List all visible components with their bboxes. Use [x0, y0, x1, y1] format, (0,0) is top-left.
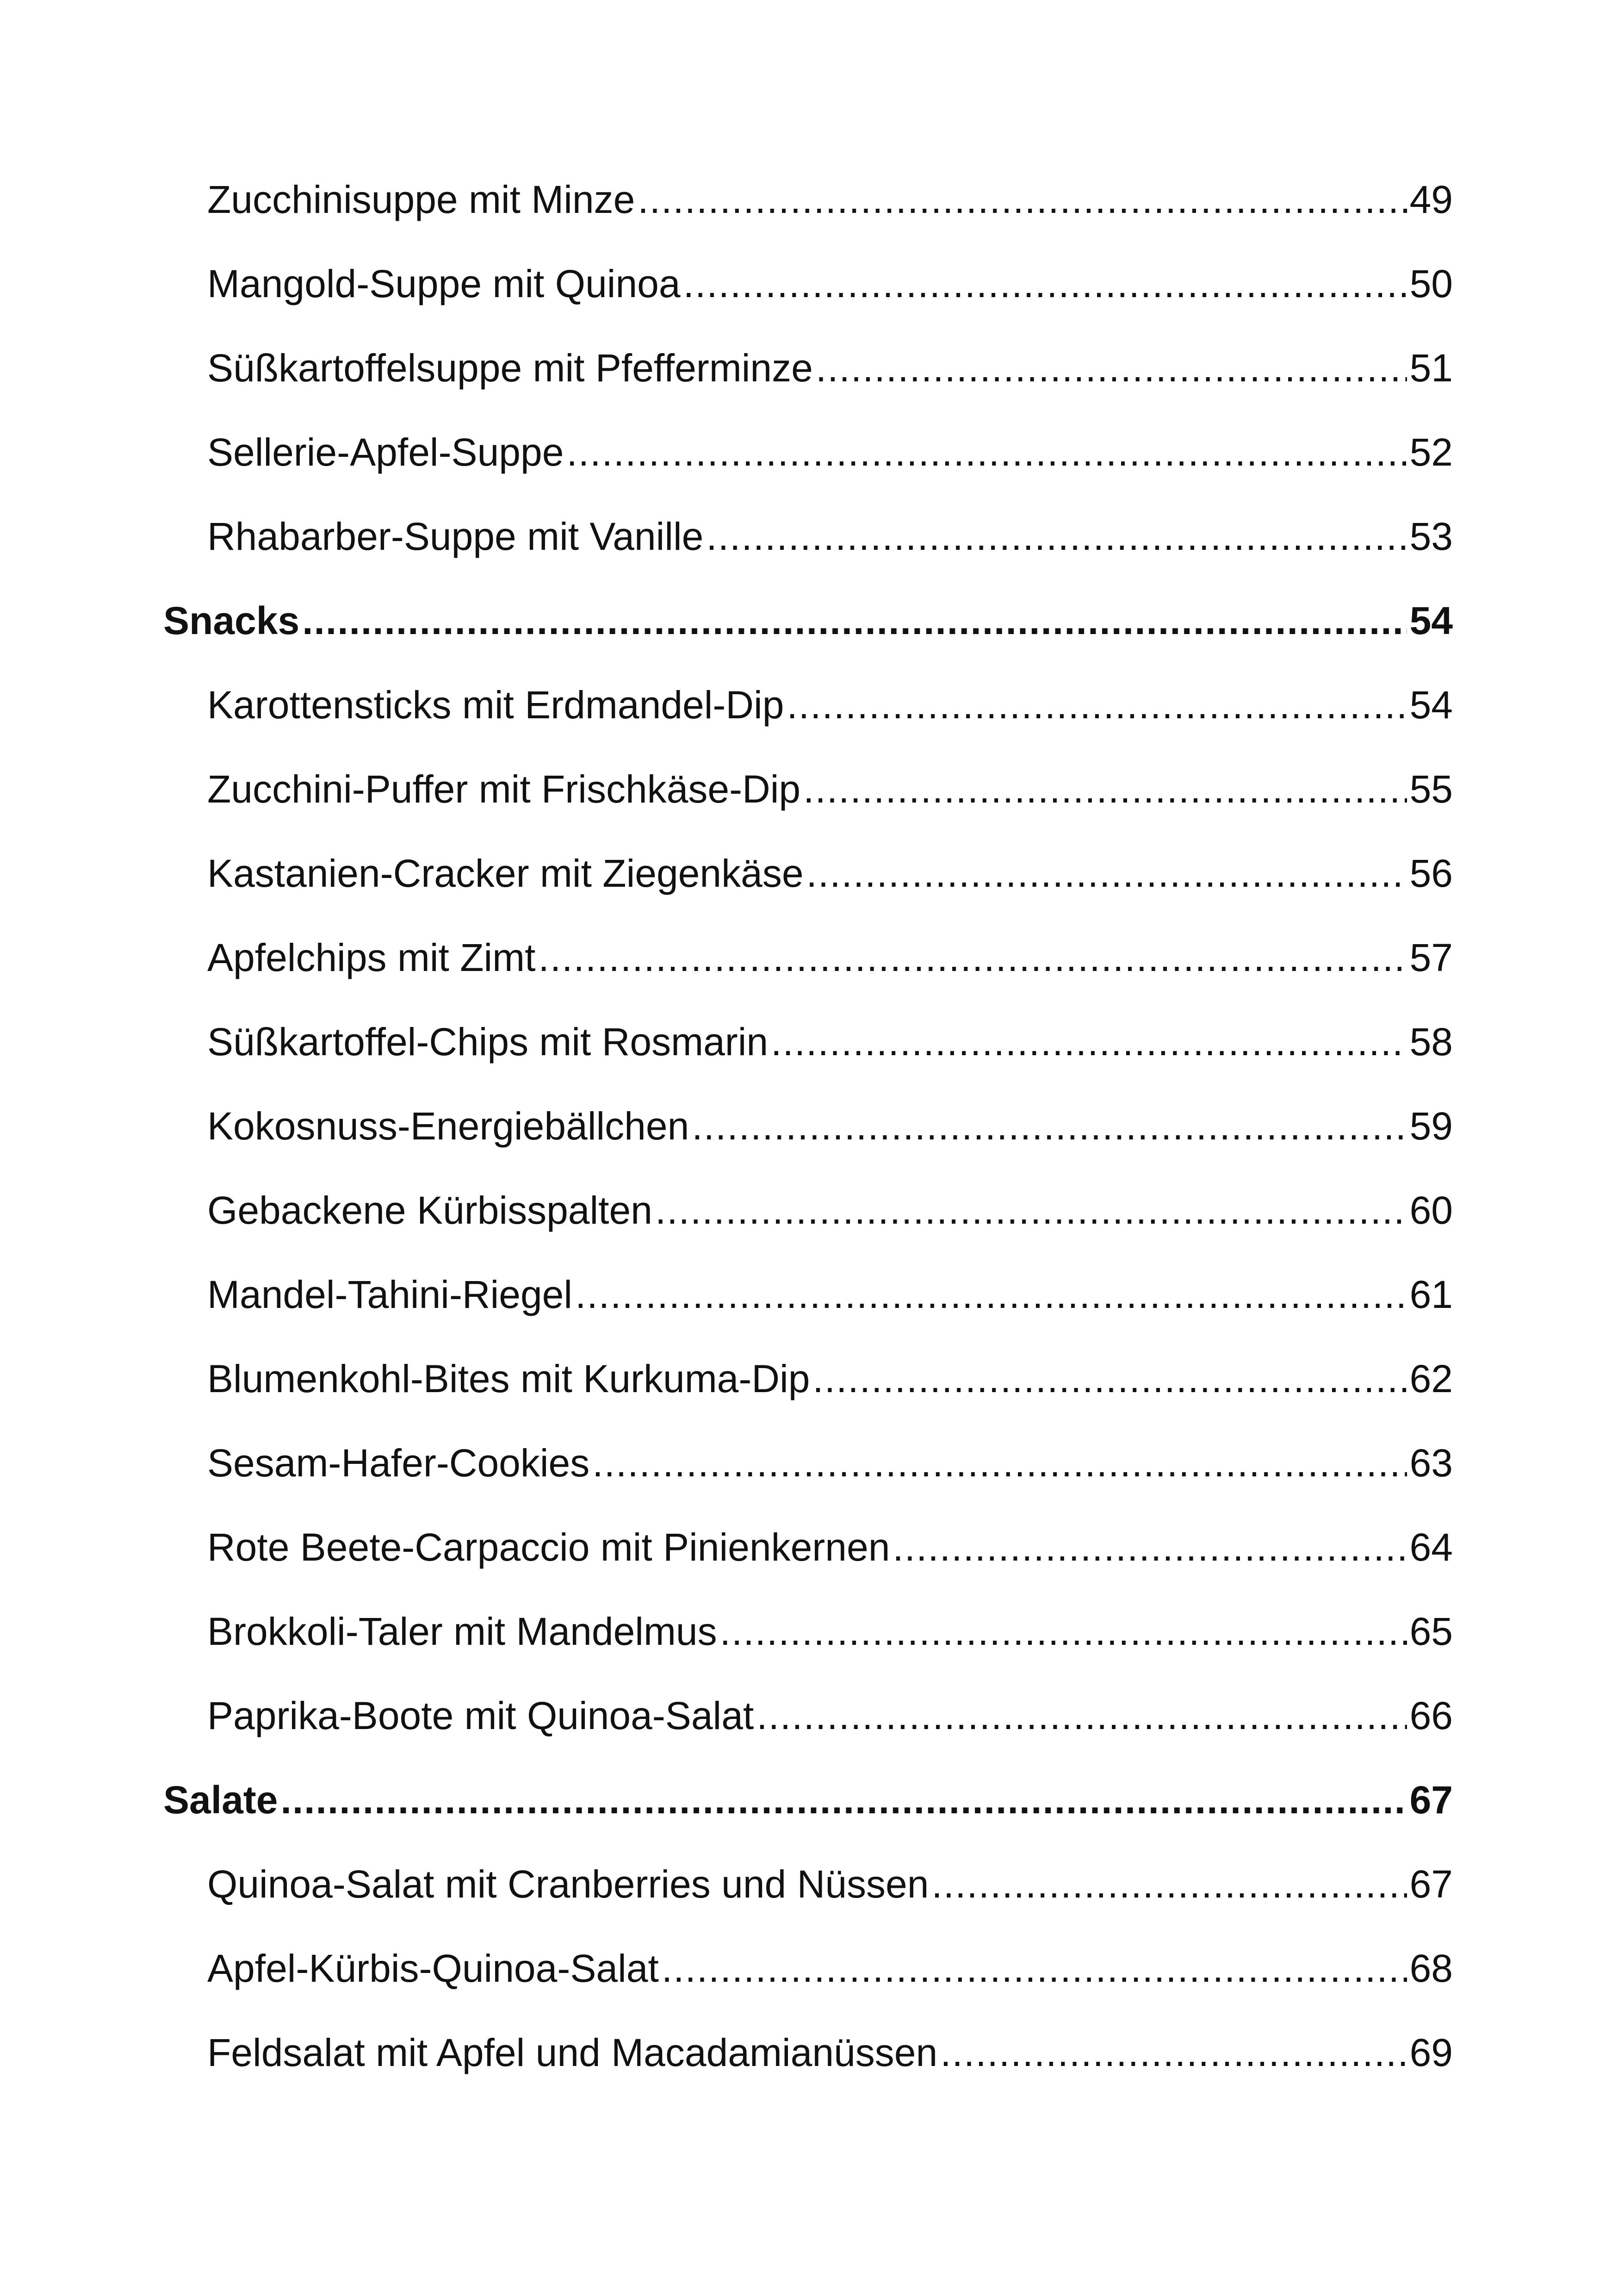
dot-leader: [655, 1168, 1407, 1252]
toc-entry-page: 61: [1409, 1273, 1453, 1316]
dot-leader: [638, 157, 1407, 242]
toc-entry[interactable]: [163, 1084, 1453, 1168]
dot-leader: [281, 1758, 1407, 1842]
toc-entry-page: 54: [1409, 683, 1453, 727]
toc-entry-title: Rhabarber-Suppe mit Vanille: [207, 515, 704, 558]
toc-entry[interactable]: [163, 831, 1453, 915]
toc-entry-page: 51: [1409, 346, 1453, 390]
toc-entry-page: 69: [1409, 2031, 1453, 2074]
toc-entry[interactable]: [163, 326, 1453, 410]
dot-leader: [771, 1000, 1407, 1084]
toc-entry-title: Blumenkohl-Bites mit Kurkuma-Dip: [207, 1357, 810, 1400]
toc-entry-page: 66: [1409, 1694, 1453, 1737]
toc-entry-page: 65: [1409, 1610, 1453, 1653]
toc-entry-title: Sesam-Hafer-Cookies: [207, 1441, 590, 1485]
dot-leader: [803, 747, 1407, 831]
dot-leader: [706, 494, 1407, 579]
toc-entry-page: 64: [1409, 1525, 1453, 1569]
toc-entry-title: Quinoa-Salat mit Cranberries und Nüssen: [207, 1862, 929, 1906]
dot-leader: [683, 242, 1407, 326]
toc-entry-page: 50: [1409, 262, 1453, 305]
toc-entry-page: 63: [1409, 1441, 1453, 1485]
toc-entry-page: 68: [1409, 1947, 1453, 1990]
toc-entry[interactable]: [163, 663, 1453, 747]
dot-leader: [692, 1084, 1407, 1168]
dot-leader: [816, 326, 1407, 410]
toc-entry[interactable]: [163, 1337, 1453, 1421]
toc-entry-title: Apfel-Kürbis-Quinoa-Salat: [207, 1947, 659, 1990]
toc-entry-title: Kastanien-Cracker mit Ziegenkäse: [207, 852, 804, 895]
toc-section-page: 54: [1409, 599, 1453, 642]
toc-section-title: Salate: [163, 1778, 278, 1822]
toc-entry-title: Gebackene Kürbisspalten: [207, 1188, 652, 1232]
toc-entry[interactable]: [163, 2010, 1453, 2095]
toc-entry-page: 53: [1409, 515, 1453, 558]
table-of-contents: [163, 157, 1453, 2095]
dot-leader: [812, 1337, 1407, 1421]
toc-section-page: 67: [1409, 1778, 1453, 1822]
toc-entry-title: Zucchini-Puffer mit Frischkäse-Dip: [207, 767, 801, 811]
toc-entry-title: Paprika-Boote mit Quinoa-Salat: [207, 1694, 754, 1737]
toc-entry-page: 62: [1409, 1357, 1453, 1400]
toc-section-heading[interactable]: [163, 1758, 1453, 1842]
toc-entry-title: Süßkartoffel-Chips mit Rosmarin: [207, 1020, 769, 1064]
toc-entry-title: Mandel-Tahini-Riegel: [207, 1273, 573, 1316]
dot-leader: [575, 1252, 1407, 1337]
toc-entry-title: Feldsalat mit Apfel und Macadamianüssen: [207, 2031, 938, 2074]
toc-entry[interactable]: [163, 1674, 1453, 1758]
toc-entry-page: 52: [1409, 430, 1453, 474]
toc-entry-page: 59: [1409, 1104, 1453, 1148]
dot-leader: [756, 1674, 1407, 1758]
dot-leader: [787, 663, 1407, 747]
toc-entry-title: Brokkoli-Taler mit Mandelmus: [207, 1610, 717, 1653]
dot-leader: [302, 579, 1407, 663]
dot-leader: [806, 831, 1407, 915]
toc-entry-title: Rote Beete-Carpaccio mit Pinienkernen: [207, 1525, 890, 1569]
toc-entry[interactable]: [163, 494, 1453, 579]
toc-entry[interactable]: [163, 1842, 1453, 1926]
toc-entry-page: 67: [1409, 1862, 1453, 1906]
toc-entry[interactable]: [163, 1926, 1453, 2010]
toc-entry[interactable]: [163, 747, 1453, 831]
dot-leader: [720, 1589, 1407, 1674]
dot-leader: [940, 2010, 1407, 2095]
toc-section-title: Snacks: [163, 599, 300, 642]
dot-leader: [931, 1842, 1407, 1926]
toc-entry-title: Mangold-Suppe mit Quinoa: [207, 262, 681, 305]
dot-leader: [539, 915, 1407, 1000]
dot-leader: [592, 1421, 1407, 1505]
toc-entry[interactable]: [163, 1589, 1453, 1674]
toc-entry-title: Kokosnuss-Energiebällchen: [207, 1104, 689, 1148]
toc-entry-page: 55: [1409, 767, 1453, 811]
toc-entry[interactable]: [163, 410, 1453, 494]
toc-entry-page: 58: [1409, 1020, 1453, 1064]
toc-entry-title: Karottensticks mit Erdmandel-Dip: [207, 683, 784, 727]
toc-entry[interactable]: [163, 157, 1453, 242]
toc-entry[interactable]: [163, 1168, 1453, 1252]
dot-leader: [662, 1926, 1407, 2010]
toc-entry-title: Süßkartoffelsuppe mit Pfefferminze: [207, 346, 813, 390]
toc-entry[interactable]: [163, 1421, 1453, 1505]
toc-entry[interactable]: [163, 1252, 1453, 1337]
toc-entry-title: Apfelchips mit Zimt: [207, 936, 536, 979]
toc-entry[interactable]: [163, 915, 1453, 1000]
toc-entry-title: Sellerie-Apfel-Suppe: [207, 430, 564, 474]
toc-entry-page: 57: [1409, 936, 1453, 979]
toc-entry-page: 60: [1409, 1188, 1453, 1232]
toc-entry[interactable]: [163, 242, 1453, 326]
toc-entry[interactable]: [163, 1505, 1453, 1589]
dot-leader: [893, 1505, 1407, 1589]
toc-entry-title: Zucchinisuppe mit Minze: [207, 178, 635, 221]
toc-entry-page: 56: [1409, 852, 1453, 895]
toc-section-heading[interactable]: [163, 579, 1453, 663]
dot-leader: [566, 410, 1407, 494]
toc-entry[interactable]: [163, 1000, 1453, 1084]
toc-entry-page: 49: [1409, 178, 1453, 221]
